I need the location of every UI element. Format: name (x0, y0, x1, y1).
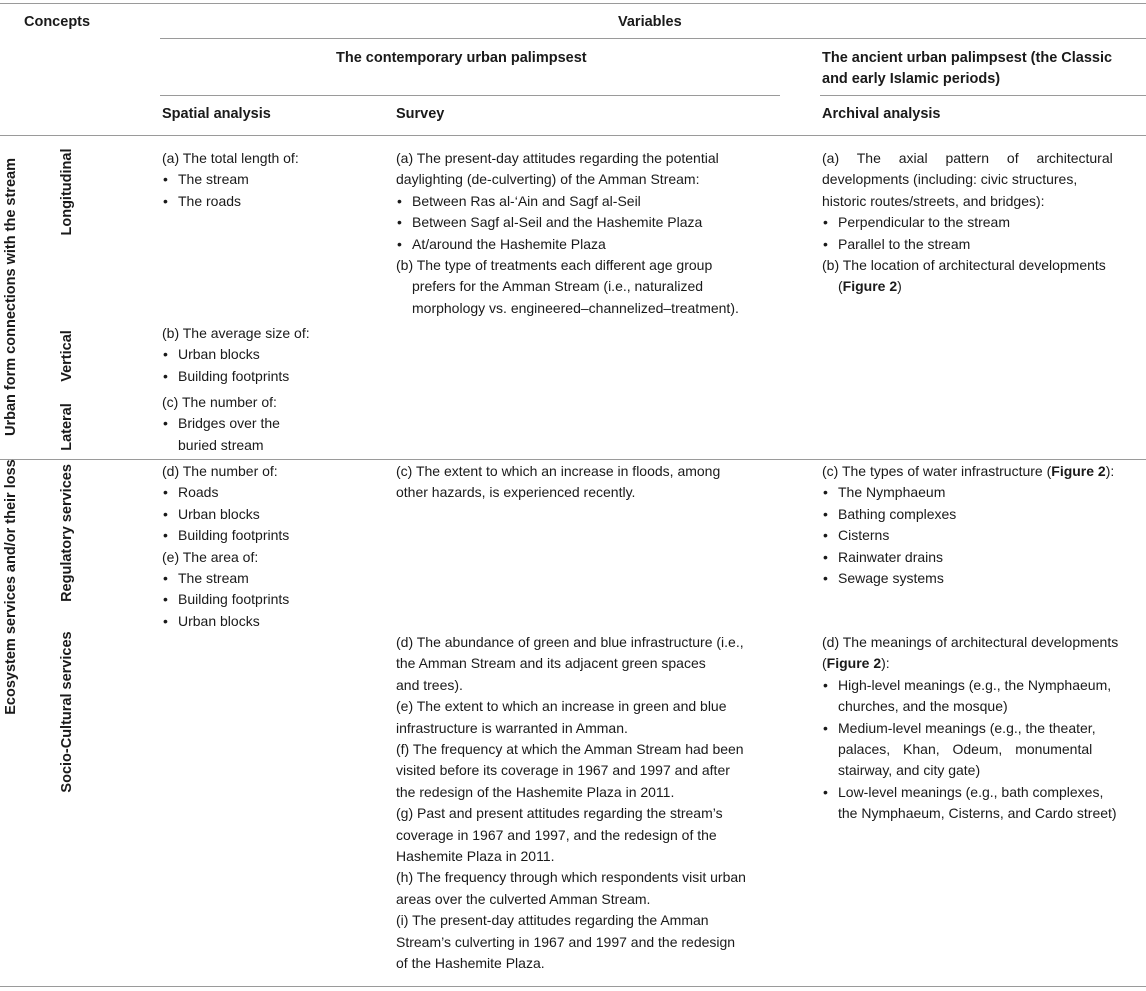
survey-h-line: areas over the culverted Amman Stream. (396, 890, 651, 907)
survey-a-line: (a) The present-day attitudes regarding the potential (396, 150, 719, 166)
header-ancient (822, 48, 1112, 90)
list-item-line: • Medium-level meanings (e.g., the theater, (838, 719, 1096, 736)
survey-f-line: visited before its coverage in 1967 and 1997 and after (396, 762, 730, 779)
list-item: • Building footprints (162, 366, 382, 387)
sub-longitudinal: Longitudinal (59, 148, 75, 236)
survey-c (396, 461, 786, 504)
list-item-line: churches, and the mosque) (838, 698, 1008, 715)
archival-c-text: (c) The types of water infrastructure ( (822, 463, 1052, 479)
archival-b-line: (b) The location of architectural developments (822, 257, 1106, 274)
survey-a-line: daylighting (de-culverting) of the Amman Stream: (396, 171, 700, 188)
list-item-line: • High-level meanings (e.g., the Nymphaeum, (838, 676, 1112, 693)
survey-i-line: Stream’s culverting in 1967 and 1997 and the redesign (396, 933, 736, 950)
survey-i-line: (i) The present-day attitudes regarding the Amman (396, 912, 709, 929)
paren-close: ): (1105, 463, 1115, 479)
list-item: • At/around the Hashemite Plaza (396, 234, 786, 255)
rule-bottom (0, 986, 1146, 987)
list-item-line: • Low-level meanings (e.g., bath complexes, (838, 783, 1104, 800)
survey-g-line: (g) Past and present attitudes regarding the stream’s (396, 805, 723, 822)
header-survey: Survey (396, 106, 445, 122)
list-item: • Perpendicular to the stream (822, 212, 1142, 233)
list-item: • Between Ras al-‘Ain and Sagf al-Seil (396, 191, 786, 212)
spatial-c-head: (c) The number of: (162, 394, 277, 410)
survey-g-line: Hashemite Plaza in 2011. (396, 848, 555, 865)
sub-sociocultural: Socio-Cultural services (59, 631, 75, 793)
rule-under-contemporary (160, 95, 780, 96)
spatial-c (162, 392, 382, 456)
archival-b-fig (822, 276, 1142, 297)
header-ancient-line2: and early Islamic periods) (822, 71, 1001, 87)
survey-d-i (396, 632, 786, 975)
list-item (822, 782, 1144, 825)
spatial-b (162, 323, 382, 387)
concept-urban-form: Urban form connections with the stream (3, 158, 19, 436)
survey-a-b (396, 148, 786, 319)
list-item: • Cisterns (822, 525, 1142, 546)
survey-b-line: (b) The type of treatments each different age group (396, 257, 713, 274)
survey-h-line: (h) The frequency through which respondents visit urban (396, 869, 746, 886)
rule-header-bottom (0, 135, 1146, 136)
archival-a-line: (a) The axial pattern of architectural (822, 150, 1113, 166)
sub-vertical: Vertical (59, 330, 75, 382)
survey-b-line: morphology vs. engineered–channelized–treatment). (412, 299, 739, 316)
list-item: • Urban blocks (162, 611, 382, 632)
survey-d-line: (d) The abundance of green and blue infrastructure (i.e., (396, 634, 744, 650)
archival-d (822, 632, 1144, 825)
survey-g-line: coverage in 1967 and 1997, and the redesign of the (396, 826, 717, 843)
survey-f-line: the redesign of the Hashemite Plaza in 2011. (396, 783, 675, 800)
survey-d-line: and trees). (396, 676, 463, 693)
paren-close: ) (897, 278, 902, 295)
header-variables: Variables (618, 14, 682, 30)
sub-lateral: Lateral (59, 403, 75, 451)
list-item (822, 675, 1144, 718)
concept-ecosystem: Ecosystem services and/or their loss (3, 459, 19, 715)
archival-c (822, 461, 1142, 589)
list-item: • Urban blocks (162, 344, 382, 365)
survey-b-line: prefers for the Amman Stream (i.e., naturalized (412, 278, 704, 295)
list-item: • Bathing complexes (822, 504, 1142, 525)
list-item (822, 718, 1144, 782)
list-item: • Building footprints (162, 589, 382, 610)
list-item: • Roads (162, 482, 382, 503)
paren-open: ( (822, 655, 827, 672)
list-item-line: stairway, and city gate) (838, 762, 981, 779)
spatial-a-head: (a) The total length of: (162, 150, 299, 166)
spatial-d-head: (d) The number of: (162, 463, 278, 479)
rule-top (0, 3, 1146, 4)
list-item: • Bridges over the (162, 413, 382, 434)
spatial-d-e (162, 461, 382, 632)
paren-open: ( (838, 278, 843, 295)
header-concepts: Concepts (24, 14, 91, 30)
survey-d-line: the Amman Stream and its adjacent green spaces (396, 655, 706, 672)
rule-under-variables (160, 38, 1146, 39)
rule-under-ancient (820, 95, 1146, 96)
list-item-continued: buried stream (178, 436, 264, 453)
spatial-e-head: (e) The area of: (162, 548, 259, 565)
survey-i-line: of the Hashemite Plaza. (396, 955, 545, 972)
survey-f-line: (f) The frequency at which the Amman Stream had been (396, 741, 744, 758)
spatial-a (162, 148, 382, 212)
list-item: • The stream (162, 568, 382, 589)
paren-close: ): (881, 655, 890, 672)
survey-e-line: infrastructure is warranted in Amman. (396, 719, 628, 736)
list-item-line: palaces, Khan, Odeum, monumental (838, 741, 1093, 758)
survey-e-line: (e) The extent to which an increase in green and blue (396, 698, 727, 715)
sub-regulatory: Regulatory services (59, 464, 75, 602)
list-item: • Sewage systems (822, 568, 1142, 589)
archival-a-line: historic routes/streets, and bridges): (822, 192, 1045, 209)
list-item: • The stream (162, 169, 382, 190)
archival-d-fig (822, 653, 1144, 674)
list-item: • Rainwater drains (822, 547, 1142, 568)
header-contemporary: The contemporary urban palimpsest (336, 50, 587, 66)
archival-a-b (822, 148, 1142, 298)
survey-c-line: (c) The extent to which an increase in floods, among (396, 463, 721, 479)
list-item: • The Nymphaeum (822, 482, 1142, 503)
header-archival: Archival analysis (822, 106, 941, 122)
figure-ref: Figure 2 (826, 655, 882, 672)
archival-d-line: (d) The meanings of architectural developments (822, 634, 1119, 650)
survey-c-line: other hazards, is experienced recently. (396, 484, 636, 501)
list-item: • Urban blocks (162, 504, 382, 525)
list-item: • Building footprints (162, 525, 382, 546)
list-item: • The roads (162, 191, 382, 212)
figure-ref: Figure 2 (1051, 463, 1106, 479)
figure-ref: Figure 2 (842, 278, 898, 295)
archival-c-head (822, 461, 1142, 482)
archival-a-line: developments (including: civic structures, (822, 171, 1078, 188)
spatial-b-head: (b) The average size of: (162, 325, 310, 341)
list-item-line: the Nymphaeum, Cisterns, and Cardo street) (838, 805, 1117, 822)
list-item: • Parallel to the stream (822, 234, 1142, 255)
header-spatial: Spatial analysis (162, 106, 271, 122)
rule-section-divider (0, 459, 1146, 460)
list-item: • Between Sagf al-Seil and the Hashemite Plaza (396, 212, 786, 233)
header-ancient-line1: The ancient urban palimpsest (the Classic (822, 50, 1113, 66)
